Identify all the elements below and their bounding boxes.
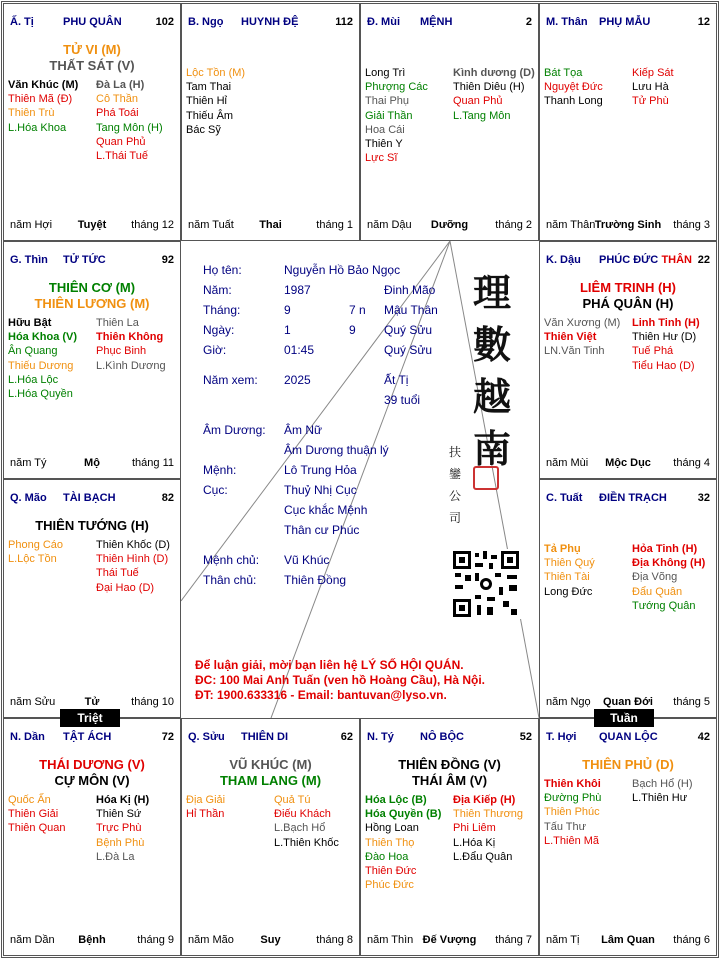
minor-star: Hữu Bật: [8, 317, 52, 329]
palace-branch: C. Tuất: [546, 492, 583, 504]
minor-stars-right: [453, 793, 523, 864]
footer-stage: Mộc Dục: [605, 457, 651, 469]
minor-star: Quan Phủ: [453, 95, 503, 108]
minor-star: Thai Phụ: [365, 95, 410, 108]
minor-star: Hồng Loan: [365, 822, 419, 835]
palace-footer: [546, 696, 710, 709]
qr-code-icon[interactable]: [451, 549, 521, 619]
minor-star: Long Trì: [365, 67, 406, 79]
palace-number: 52: [519, 731, 532, 743]
minor-star: Bạch Hổ (H): [632, 778, 693, 790]
footer-month: tháng 1: [316, 219, 353, 231]
footer-stage: Quan Đới: [603, 696, 653, 708]
minor-star: L.Hóa Kị: [453, 836, 496, 849]
view-year-label: Năm xem:: [203, 373, 258, 387]
minor-star: Quan Phủ: [96, 135, 146, 148]
palace-header: [188, 16, 353, 30]
contact-block: [195, 658, 485, 703]
minor-star: Thiên Mã (Đ): [8, 93, 73, 106]
minor-stars-left: [8, 793, 65, 836]
palace-footer: [10, 696, 174, 709]
palace-name: TẬT ÁCH: [63, 731, 112, 743]
main-star: PHÁ QUÂN (H): [582, 296, 674, 311]
palace-header: [10, 492, 174, 506]
minor-star: Đại Hao (D): [96, 581, 155, 594]
minor-stars-left: [186, 66, 245, 137]
minor-star: Thiên Thọ: [365, 836, 415, 849]
minor-stars-left: [544, 316, 620, 359]
palace-branch: Q. Mão: [10, 492, 47, 504]
main-star: LIÊM TRINH (H): [579, 280, 677, 295]
palace-mui: [360, 3, 539, 241]
minor-stars-right: [453, 66, 535, 123]
palace-number: 102: [155, 16, 174, 28]
minor-star: Thiên Quý: [544, 557, 595, 570]
minor-stars-left: [544, 66, 603, 109]
footer-month: tháng 4: [673, 457, 710, 469]
palace-branch: M. Thân: [546, 16, 588, 28]
palace-name: PHU QUÂN: [63, 16, 122, 28]
minor-star: L.Tang Môn: [453, 109, 511, 122]
palace-number: 112: [335, 16, 353, 28]
minor-stars-right: [96, 78, 163, 163]
footer-stage: Mộ: [84, 457, 100, 469]
minor-star: Long Đức: [544, 585, 593, 598]
palace-header: [367, 16, 532, 30]
minor-star: Thiên Phúc: [544, 806, 600, 819]
contact-address: ĐC: 100 Mai Anh Tuấn (ven hồ Hoàng Cầu), Hà Nội.: [195, 673, 486, 687]
minor-star: Thiếu Âm: [186, 109, 234, 122]
minor-stars-right: [96, 316, 166, 373]
footer-year: năm Hợi: [10, 219, 53, 231]
minor-star: Hóa Khoa (V): [8, 331, 78, 344]
month-label: Tháng:: [203, 303, 241, 317]
minor-star: Cô Thần: [96, 93, 138, 106]
minor-star: Văn Khúc (M): [8, 79, 79, 91]
minor-star: Tướng Quân: [632, 599, 696, 612]
minor-stars-left: [8, 538, 63, 566]
minor-star: Tả Phụ: [544, 543, 581, 555]
palace-footer: [546, 219, 710, 232]
minor-star: Thiên Việt: [544, 331, 597, 344]
palace-header: [546, 731, 710, 745]
birth-year: 1987: [284, 283, 311, 297]
palace-name: PHÚC ĐỨC: [599, 254, 659, 266]
palace-name: THIÊN DI: [241, 731, 289, 743]
minor-star: L.Hóa Khoa: [8, 121, 67, 134]
cuc: Thuỷ Nhị Cục: [284, 483, 357, 497]
palace-branch: N. Dần: [10, 731, 45, 743]
palace-name: TỬ TỨC: [63, 254, 106, 266]
main-star: CỰ MÔN (V): [54, 773, 130, 788]
footer-month: tháng 11: [131, 457, 174, 469]
minor-star: Lực Sĩ: [365, 152, 398, 165]
minor-star: Đẩu Quân: [632, 585, 683, 598]
minor-stars-right: [96, 538, 170, 595]
amduong-note: Âm Dương thuận lý: [284, 443, 389, 457]
than-marker: THÂN: [661, 254, 692, 266]
minor-star: Thiên Không: [96, 331, 164, 344]
palace-header: [546, 492, 710, 506]
minor-star: Tấu Thư: [544, 820, 587, 833]
month-can: Mậu Thân: [384, 303, 438, 317]
palace-footer: [10, 219, 174, 232]
minor-stars-right: [632, 777, 693, 805]
minor-star: Phi Liêm: [453, 822, 496, 835]
footer-stage: Trường Sinh: [594, 219, 662, 231]
minor-star: Thanh Long: [544, 95, 603, 108]
main-star: THÁI ÂM (V): [411, 773, 488, 788]
main-star: THIÊN LƯƠNG (M): [34, 296, 150, 311]
minor-star: Địa Giải: [186, 794, 226, 806]
palace-footer: [367, 219, 532, 232]
name-label: Họ tên:: [203, 263, 242, 277]
hour-can: Quý Sửu: [384, 343, 433, 357]
minor-star: Thiên Thương: [453, 808, 524, 821]
contact-phone-email[interactable]: ĐT: 1900.633316 - Email: bantuvan@lyso.vn.: [195, 688, 447, 702]
palace-branch: T. Hợi: [546, 731, 577, 743]
footer-month: tháng 8: [316, 934, 353, 946]
hour-label: Giờ:: [203, 343, 227, 357]
palace-ty: [360, 718, 539, 956]
minor-star: Thiên Y: [365, 138, 403, 151]
minor-star: L.Đẩu Quân: [453, 850, 513, 863]
minor-star: Phong Cáo: [8, 539, 64, 551]
main-star: THIÊN TƯỚNG (H): [35, 518, 149, 533]
footer-year: năm Tuất: [188, 219, 234, 231]
footer-month: tháng 3: [673, 219, 710, 231]
palace-footer: [546, 457, 710, 470]
year-label: Năm:: [203, 283, 232, 297]
minor-stars-left: [8, 316, 77, 401]
footer-year: năm Tý: [10, 457, 47, 469]
palace-header: [367, 731, 532, 745]
minor-star: Hỏa Tinh (H): [632, 543, 698, 555]
minor-star: Thiên Hỉ: [186, 95, 227, 108]
footer-stage: Tử: [84, 696, 100, 708]
palace-branch: Q. Sửu: [188, 731, 225, 743]
minor-star: Địa Kiếp (H): [453, 794, 516, 806]
minor-star: Địa Không (H): [632, 557, 706, 570]
minor-stars-left: [544, 542, 595, 599]
main-star: THIÊN ĐỒNG (V): [398, 757, 501, 772]
footer-month: tháng 2: [495, 219, 532, 231]
minor-star: Tử Phù: [632, 95, 669, 108]
minor-star: Nguyệt Đức: [544, 81, 603, 94]
birth-month: 9: [284, 303, 291, 317]
minor-stars-left: [365, 793, 441, 892]
minor-star: Thiên Hư (D): [632, 331, 697, 344]
calligraphy: 理數越南: [473, 270, 512, 471]
palace-branch: Đ. Mùi: [367, 16, 400, 28]
palace-number: 12: [697, 16, 710, 28]
palace-branch: N. Tý: [367, 731, 394, 743]
footer-year: năm Mùi: [546, 457, 589, 469]
main-star: VŨ KHÚC (M): [229, 757, 312, 772]
than-cu: Thân cư Phúc: [284, 523, 360, 537]
minor-star: Phục Binh: [96, 345, 147, 358]
footer-year: năm Mão: [188, 934, 234, 946]
footer-year: năm Sửu: [10, 696, 56, 708]
main-star: THẤT SÁT (V): [49, 58, 135, 73]
footer-year: năm Ngọ: [546, 696, 591, 708]
triet-tag: Triệt: [60, 709, 120, 727]
palace-branch: B. Ngọ: [188, 16, 224, 28]
footer-month: tháng 10: [131, 696, 174, 708]
minor-star: Lưu Hà: [632, 81, 669, 94]
palace-name: TÀI BẠCH: [63, 492, 116, 504]
tuan-tag: Tuần: [594, 709, 654, 727]
minor-star: L.Thái Tuế: [96, 150, 148, 163]
palace-name: ĐIỀN TRẠCH: [599, 492, 667, 504]
minor-star: Thiên Khốc (D): [96, 539, 170, 551]
minor-star: Phượng Các: [365, 81, 428, 94]
minor-star: Đà La (H): [96, 79, 145, 91]
main-star: THIÊN PHỦ (D): [582, 757, 674, 772]
palace-dau: [539, 241, 717, 479]
minor-star: Thiên Giải: [8, 808, 59, 821]
minor-star: Linh Tinh (H): [632, 317, 700, 329]
minor-star: Hóa Quyền (B): [365, 808, 442, 821]
footer-month: tháng 6: [673, 934, 710, 946]
than-chu-label: Thân chủ:: [203, 573, 257, 587]
palace-header: [10, 731, 174, 745]
palace-suu: [181, 718, 360, 956]
palace-than: [539, 3, 717, 241]
person-name: Nguyễn Hồ Bảo Ngọc: [284, 263, 401, 277]
palace-header: [546, 254, 710, 268]
minor-star: Thiên Diêu (H): [453, 81, 525, 94]
minor-star: Trực Phù: [96, 822, 142, 835]
minor-star: Tuế Phá: [632, 345, 674, 358]
minor-star: L.Thiên Khốc: [274, 836, 339, 849]
minor-star: Phá Toái: [96, 107, 139, 120]
menh-chu-label: Mệnh chủ:: [203, 553, 260, 567]
palace-number: 82: [161, 492, 174, 504]
cuc-note: Cục khắc Mệnh: [284, 503, 368, 517]
palace-footer: [10, 934, 174, 947]
minor-star: Tang Môn (H): [96, 121, 163, 134]
palace-branch: Ấ. Tị: [10, 16, 34, 28]
footer-year: năm Dậu: [367, 219, 412, 231]
palace-ti: [3, 3, 181, 241]
minor-star: Tiểu Hao (D): [632, 359, 695, 372]
footer-month: tháng 12: [131, 219, 174, 231]
palace-name: PHỤ MẪU: [599, 16, 651, 28]
seal-text: 扶 鑾 公 司: [449, 445, 462, 525]
minor-stars-right: [632, 66, 674, 109]
palace-footer: [546, 934, 710, 947]
amduong: Âm Nữ: [284, 423, 323, 437]
day-can: Quý Sửu: [384, 323, 433, 337]
minor-stars-left: [186, 793, 225, 821]
palace-branch: K. Dậu: [546, 254, 581, 266]
footer-stage: Tuyệt: [77, 219, 107, 231]
minor-star: Bát Tọa: [544, 67, 583, 79]
palace-footer: [10, 457, 174, 470]
palace-thin: [3, 241, 181, 479]
palace-number: 22: [697, 254, 710, 266]
minor-star: Thiên Tài: [544, 571, 590, 584]
footer-year: năm Dần: [10, 934, 55, 946]
minor-stars-right: [632, 542, 705, 613]
menh-chu: Vũ Khúc: [284, 553, 330, 567]
footer-year: năm Thìn: [367, 934, 414, 946]
minor-stars-right: [632, 316, 700, 373]
minor-star: Thiên Hình (D): [96, 553, 169, 566]
minor-star: Thiên Đức: [365, 865, 417, 878]
minor-stars-left: [365, 66, 428, 165]
footer-stage: Đế Vượng: [422, 934, 477, 946]
minor-star: L.Kình Dương: [96, 359, 166, 372]
minor-star: L.Bạch Hổ: [274, 822, 326, 835]
palace-header: [546, 16, 710, 30]
minor-star: Thiên Khôi: [544, 778, 601, 790]
palace-number: 2: [525, 16, 532, 28]
palace-ngo: [181, 3, 360, 241]
lunar-day: 9: [349, 323, 356, 337]
minor-stars-left: [544, 777, 601, 848]
minor-stars-right: [274, 793, 339, 850]
minor-star: LN.Văn Tinh: [544, 345, 605, 358]
view-year-can: Ất Tị: [384, 373, 409, 387]
minor-star: L.Hóa Lộc: [8, 373, 59, 386]
minor-star: Phúc Đức: [365, 879, 414, 892]
palace-number: 62: [340, 731, 353, 743]
palace-number: 92: [161, 254, 174, 266]
palace-footer: [367, 934, 532, 947]
minor-star: Thiếu Dương: [8, 359, 74, 372]
minor-star: Thiên La: [96, 317, 139, 329]
minor-star: Lộc Tồn (M): [186, 67, 246, 79]
minor-stars-left: [8, 78, 78, 135]
birth-day: 1: [284, 323, 291, 337]
minor-star: Kiếp Sát: [632, 67, 674, 79]
contact-line-1: Để luận giải, mời bạn liên hệ LÝ SỐ HỘI QUÁN.: [195, 658, 464, 672]
palace-name: NÔ BỘC: [420, 731, 464, 743]
minor-star: Hoa Cái: [365, 123, 405, 136]
main-star: THAM LANG (M): [219, 773, 322, 788]
minor-star: Thiên Trù: [8, 107, 55, 120]
minor-star: Ân Quang: [8, 345, 58, 358]
minor-star: Bệnh Phù: [96, 836, 145, 849]
footer-month: tháng 7: [495, 934, 532, 946]
palace-footer: [188, 219, 353, 232]
than-chu: Thiên Đồng: [284, 573, 347, 587]
day-label: Ngày:: [203, 323, 235, 337]
palace-footer: [188, 934, 353, 947]
palace-mao: [3, 479, 181, 718]
minor-star: L.Thiên Hư: [632, 792, 688, 805]
palace-number: 42: [697, 731, 710, 743]
minor-star: Quả Tú: [274, 794, 311, 806]
palace-tuat: [539, 479, 717, 718]
minor-star: Tam Thai: [186, 81, 232, 94]
palace-name: HUYNH ĐỆ: [241, 16, 299, 28]
amduong-label: Âm Dương:: [203, 423, 266, 437]
minor-star: Thiên Quan: [8, 822, 66, 835]
view-year: 2025: [284, 373, 311, 387]
footer-year: năm Tị: [546, 934, 580, 946]
palace-number: 32: [697, 492, 710, 504]
minor-star: Thiên Sứ: [96, 808, 142, 821]
minor-stars-right: [96, 793, 149, 864]
main-star: TỬ VI (M): [63, 42, 121, 57]
minor-star: L.Lộc Tồn: [8, 553, 57, 566]
minor-star: Văn Xương (M): [544, 317, 621, 329]
lunar-month: 7 n: [349, 303, 366, 317]
minor-star: Hóa Kị (H): [96, 794, 150, 806]
minor-star: Kình dương (D): [453, 67, 535, 79]
main-star: THIÊN CƠ (M): [48, 280, 136, 295]
minor-star: Hỉ Thần: [186, 808, 225, 821]
minor-star: L.Đà La: [96, 850, 135, 863]
minor-star: Địa Võng: [632, 571, 678, 584]
palace-number: 72: [161, 731, 174, 743]
palace-header: [10, 254, 174, 268]
center-info-panel: [181, 241, 539, 718]
birth-hour: 01:45: [284, 343, 315, 357]
palace-branch: G. Thìn: [10, 254, 48, 266]
menh-label: Mệnh:: [203, 463, 237, 477]
minor-star: L.Thiên Mã: [544, 834, 600, 847]
minor-star: Đường Phù: [544, 792, 602, 805]
palace-name: MỆNH: [420, 16, 453, 28]
palace-header: [188, 731, 353, 745]
cuc-label: Cục:: [203, 483, 228, 497]
palace-header: [10, 16, 174, 30]
footer-year: năm Thân: [546, 219, 596, 231]
age: 39 tuổi: [384, 393, 421, 407]
footer-stage: Dưỡng: [430, 219, 469, 231]
minor-star: L.Hóa Quyền: [8, 388, 73, 401]
footer-stage: Suy: [260, 934, 281, 946]
minor-star: Thái Tuế: [96, 567, 139, 580]
minor-star: Bác Sỹ: [186, 123, 221, 136]
footer-stage: Thai: [259, 219, 282, 231]
palace-dan: [3, 718, 181, 956]
minor-star: Quốc Ấn: [8, 794, 51, 806]
footer-month: tháng 5: [673, 696, 710, 708]
year-can: Đinh Mão: [384, 283, 436, 297]
minor-star: Điếu Khách: [274, 808, 331, 821]
palace-name: QUAN LỘC: [599, 731, 658, 743]
minor-star: Giải Thần: [365, 109, 413, 122]
red-seal-icon: [473, 466, 499, 490]
minor-star: Hóa Lộc (B): [365, 794, 427, 806]
minor-star: Đào Hoa: [365, 850, 409, 863]
palace-hoi: [539, 718, 717, 956]
footer-stage: Lâm Quan: [601, 934, 655, 946]
main-star: THÁI DƯƠNG (V): [39, 757, 145, 772]
menh: Lô Trung Hỏa: [284, 463, 357, 477]
footer-month: tháng 9: [137, 934, 174, 946]
footer-stage: Bệnh: [78, 934, 106, 946]
